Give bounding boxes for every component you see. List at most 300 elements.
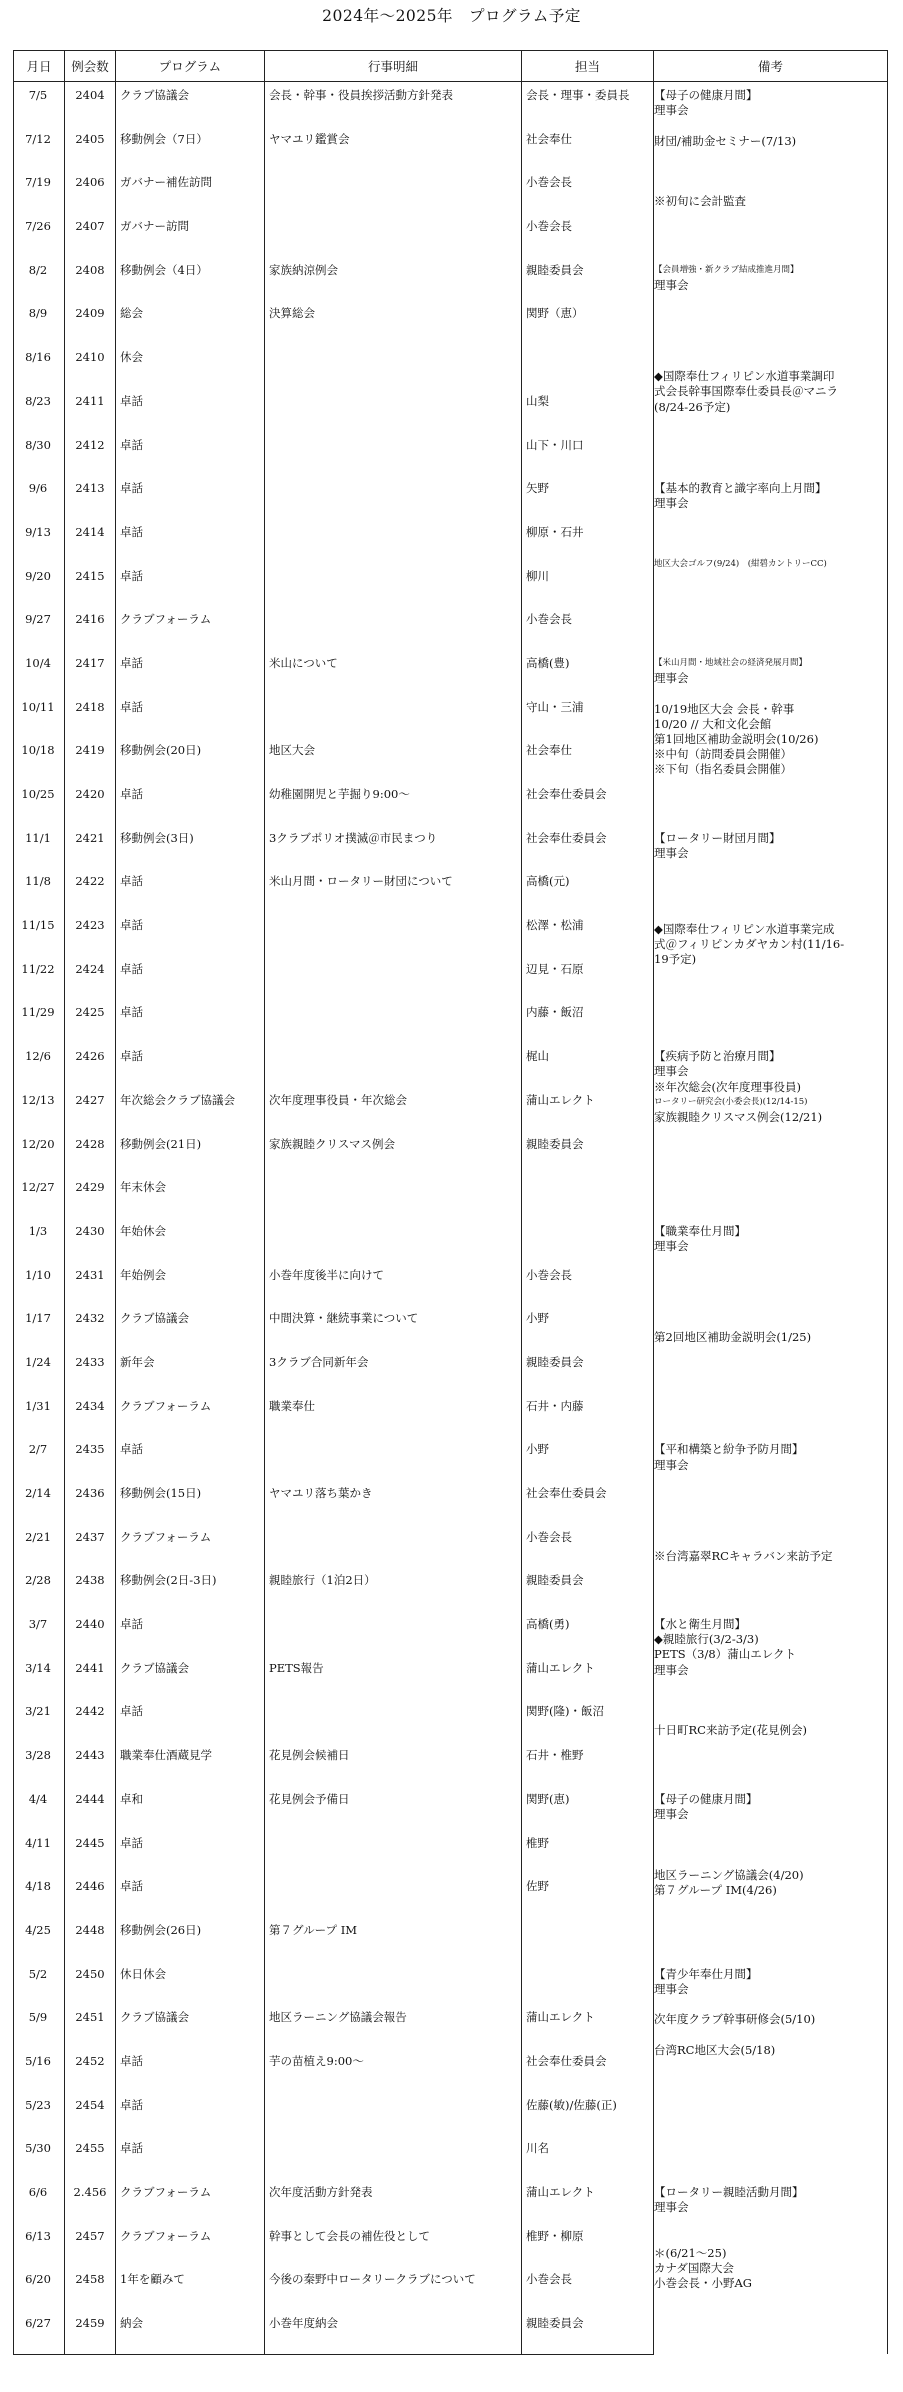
event-cell xyxy=(265,1698,521,1742)
note-line: 次年度クラブ幹事研修会(5/10) xyxy=(654,2012,816,2027)
table-row xyxy=(14,2179,888,2223)
person-in-charge-cell: 石井・椎野 xyxy=(526,1748,584,1763)
meeting-number-cell: 2454 xyxy=(75,2097,105,2112)
person-in-charge-cell: 小巻会長 xyxy=(526,612,572,627)
table-row xyxy=(14,650,888,694)
person-in-charge-cell: 小巻会長 xyxy=(526,2272,572,2287)
note-line: 【水と衛生月間】 xyxy=(654,1617,746,1632)
note-line: ※中旬（訪問委員会開催） xyxy=(654,747,792,762)
program-cell: 総会 xyxy=(120,306,143,321)
person-in-charge-cell: 小巻会長 xyxy=(526,1267,572,1282)
program-cell: 移動例会（4日） xyxy=(120,262,208,277)
person-in-charge-cell: 関野（恵） xyxy=(526,306,584,321)
notes-cell xyxy=(654,1043,888,1218)
event-cell xyxy=(265,1611,521,1655)
date-cell: 1/17 xyxy=(25,1311,51,1326)
meeting-number-cell: 2410 xyxy=(75,350,105,365)
meeting-number-cell: 2412 xyxy=(75,437,105,452)
date-cell: 7/12 xyxy=(25,131,51,146)
program-cell: 卓話 xyxy=(120,1704,143,1719)
program-cell: 休日休会 xyxy=(120,1966,166,1981)
person-in-charge-cell: 親睦委員会 xyxy=(526,262,584,277)
program-cell: 卓話 xyxy=(120,1442,143,1457)
program-cell: 卓話 xyxy=(120,655,143,670)
note-line: 【ロータリー親睦活動月間】 xyxy=(654,2185,804,2199)
event-cell: 米山月間・ロータリー財団について xyxy=(269,874,453,889)
person-in-charge-cell: 石井・内藤 xyxy=(526,1398,584,1413)
program-cell: 年始例会 xyxy=(120,1267,166,1282)
note-line: PETS（3/8）蒲山エレクト xyxy=(654,1647,796,1662)
person-in-charge-cell: 蒲山エレクト xyxy=(526,1660,595,1675)
program-cell: ガバナー補佐訪問 xyxy=(120,175,212,190)
date-cell: 2/14 xyxy=(25,1486,51,1500)
event-cell: 花見例会候補日 xyxy=(269,1748,350,1763)
event-cell: ヤマユリ落ち葉かき xyxy=(269,1486,373,1500)
program-cell: クラブフォーラム xyxy=(120,1529,212,1544)
note-line xyxy=(654,293,887,308)
meeting-number-cell: 2438 xyxy=(75,1573,105,1588)
note-line xyxy=(654,907,887,922)
notes-cell xyxy=(654,1436,888,1611)
note-line: 十日町RC来訪予定(花見例会) xyxy=(654,1723,807,1738)
note-line: 10/19地区大会 会長・幹事 xyxy=(654,701,795,716)
note-line: ロータリー研究会(小委会長)(12/14-15) xyxy=(654,1096,808,1107)
event-cell: 親睦旅行（1泊2日） xyxy=(269,1573,376,1588)
meeting-number-cell: 2444 xyxy=(75,1791,105,1806)
date-cell: 1/31 xyxy=(25,1398,51,1413)
meeting-number-cell: 2437 xyxy=(75,1529,105,1544)
note-line: 【青少年奉仕月間】 xyxy=(654,1966,758,1981)
event-cell xyxy=(265,1830,521,1874)
note-line: 理事会 xyxy=(654,496,689,511)
note-line: 第2回地区補助金説明会(1/25) xyxy=(654,1330,812,1345)
table-row xyxy=(14,475,888,519)
person-in-charge-cell: 川名 xyxy=(526,2141,549,2156)
person-in-charge-cell: 柳原・石井 xyxy=(526,524,584,539)
meeting-number-cell: 2427 xyxy=(75,1092,105,1107)
event-cell: 会長・幹事・役員挨拶活動方針発表 xyxy=(269,88,453,102)
notes-cell xyxy=(654,2179,888,2354)
note-line: 理事会 xyxy=(654,2200,689,2215)
person-in-charge-cell: 高橋(勇) xyxy=(526,1617,570,1632)
note-line xyxy=(654,1269,887,1284)
date-cell: 6/27 xyxy=(25,2316,51,2331)
table-row xyxy=(14,1786,888,1830)
note-line xyxy=(654,324,887,339)
event-cell xyxy=(265,1961,521,2005)
schedule-table xyxy=(13,50,888,2355)
note-line: 【母子の健康月間】 xyxy=(654,1791,758,1806)
program-cell: 卓話 xyxy=(120,874,143,889)
person-in-charge-cell: 小野 xyxy=(526,1311,549,1326)
program-cell: 卓話 xyxy=(120,2097,143,2112)
date-cell: 10/18 xyxy=(21,743,55,758)
date-cell: 9/6 xyxy=(28,481,48,496)
person-in-charge-cell: 内藤・飯沼 xyxy=(526,1005,584,1020)
event-cell xyxy=(265,2092,521,2136)
date-cell: 2/7 xyxy=(28,1442,48,1457)
program-cell: クラブ協議会 xyxy=(120,88,189,102)
meeting-number-cell: 2436 xyxy=(75,1486,105,1500)
notes-cell xyxy=(654,1611,888,1786)
meeting-number-cell: 2414 xyxy=(75,524,105,539)
date-cell: 8/16 xyxy=(25,350,51,365)
program-cell: 卓話 xyxy=(120,437,143,452)
table-row xyxy=(14,825,888,869)
table-row xyxy=(14,1611,888,1655)
event-cell xyxy=(265,344,521,388)
event-cell xyxy=(265,519,521,563)
note-line xyxy=(654,1473,887,1488)
person-in-charge-cell: 親睦委員会 xyxy=(526,1573,584,1588)
meeting-number-cell: 2419 xyxy=(75,743,105,758)
program-cell: 移動例会(20日) xyxy=(120,743,202,758)
date-cell: 11/29 xyxy=(21,1005,55,1020)
note-line: 式会長幹事国際奉仕委員長＠マニラ xyxy=(654,384,838,399)
event-cell xyxy=(265,213,521,257)
event-cell: 職業奉仕 xyxy=(269,1398,315,1413)
meeting-number-cell: 2418 xyxy=(75,699,105,714)
meeting-number-cell: 2440 xyxy=(75,1617,105,1632)
program-cell: 移動例会(26日) xyxy=(120,1922,202,1937)
note-line: 理事会 xyxy=(654,1807,689,1822)
note-line: 第1回地区補助金説明会(10/26) xyxy=(654,731,819,746)
note-line: カナダ国際大会 xyxy=(654,2261,734,2276)
program-cell: 1年を顧みて xyxy=(120,2272,185,2287)
table-row xyxy=(14,1218,888,1262)
header-row xyxy=(14,51,888,82)
note-line: 【平和構築と紛争予防月間】 xyxy=(654,1442,804,1457)
meeting-number-cell: 2416 xyxy=(75,612,105,627)
person-in-charge-cell: 小野 xyxy=(526,1442,549,1457)
event-cell xyxy=(265,1524,521,1568)
date-cell: 5/2 xyxy=(28,1966,48,1981)
note-line xyxy=(654,339,887,354)
note-line xyxy=(654,1254,887,1269)
program-cell: 卓話 xyxy=(120,568,143,583)
note-line: 第７グループ IM(4/26) xyxy=(654,1883,777,1898)
program-cell: 年次総会クラブ協議会 xyxy=(120,1092,235,1107)
meeting-number-cell: 2404 xyxy=(75,88,105,102)
person-in-charge-cell xyxy=(522,1218,653,1262)
date-cell: 5/9 xyxy=(28,2010,48,2025)
event-cell: 小巻年度後半に向けて xyxy=(269,1267,384,1282)
note-line: 【疾病予防と治療月間】 xyxy=(654,1049,781,1064)
person-in-charge-cell: 蒲山エレクト xyxy=(526,1092,595,1107)
notes-cell xyxy=(654,1218,888,1436)
schedule-body xyxy=(14,82,888,2355)
meeting-number-cell: 2420 xyxy=(75,787,105,801)
person-in-charge-cell: 社会奉仕委員会 xyxy=(526,2053,607,2068)
event-cell xyxy=(265,606,521,650)
event-cell: 中間決算・継続事業について xyxy=(269,1311,419,1326)
note-line: ※初旬に会計監査 xyxy=(654,194,746,209)
person-in-charge-cell: 高橋(豊) xyxy=(526,655,570,670)
meeting-number-cell: 2435 xyxy=(75,1442,105,1457)
program-cell: クラブ協議会 xyxy=(120,1311,189,1326)
notes-cell xyxy=(654,1786,888,1961)
note-line xyxy=(654,1285,887,1300)
meeting-number-cell: 2443 xyxy=(75,1748,105,1763)
note-line: 地区大会ゴルフ(9/24) (紺碧カントリーCC) xyxy=(654,559,827,570)
date-cell: 4/25 xyxy=(25,1922,51,1937)
note-line: 【会員増強・新クラブ結成推進月間】 xyxy=(654,264,799,275)
meeting-number-cell: 2455 xyxy=(75,2141,105,2156)
meeting-number-cell: 2452 xyxy=(75,2053,105,2068)
note-line: 理事会 xyxy=(654,1981,689,1996)
meeting-number-cell: 2458 xyxy=(75,2272,105,2287)
meeting-number-cell: 2424 xyxy=(75,961,105,976)
date-cell: 7/5 xyxy=(28,88,48,102)
note-line xyxy=(654,179,887,194)
note-line: 理事会 xyxy=(654,1457,689,1472)
program-cell: 卓話 xyxy=(120,481,143,496)
event-cell xyxy=(265,475,521,519)
date-cell: 11/1 xyxy=(25,830,51,845)
note-line: 理事会 xyxy=(654,1239,689,1254)
note-line: (8/24-26予定) xyxy=(654,399,731,414)
date-cell: 9/27 xyxy=(25,612,51,627)
program-cell: クラブ協議会 xyxy=(120,2010,189,2025)
note-line: 家族親睦クリスマス例会(12/21) xyxy=(654,1109,823,1124)
note-line xyxy=(654,892,887,907)
meeting-number-cell: 2428 xyxy=(75,1136,105,1151)
program-cell: 移動例会（7日） xyxy=(120,131,208,146)
note-line xyxy=(654,354,887,369)
program-cell: 卓話 xyxy=(120,393,143,408)
note-line xyxy=(654,1315,887,1330)
date-cell: 3/21 xyxy=(25,1704,51,1719)
meeting-number-cell: 2413 xyxy=(75,481,105,496)
meeting-number-cell: 2429 xyxy=(75,1180,105,1195)
program-cell: 移動例会(2日-3日) xyxy=(120,1573,217,1588)
person-in-charge-cell: 社会奉仕 xyxy=(526,131,572,146)
header-meeting-number: 例会数 xyxy=(65,51,116,82)
program-cell: クラブフォーラム xyxy=(120,612,212,627)
event-cell: 家族親睦クリスマス例会 xyxy=(269,1136,396,1151)
date-cell: 4/11 xyxy=(25,1835,51,1850)
meeting-number-cell: 2.456 xyxy=(73,2185,107,2199)
event-cell xyxy=(265,1218,521,1262)
program-cell: ガバナー訪問 xyxy=(120,219,189,234)
note-line: ※年次総会(次年度理事役員) xyxy=(654,1079,801,1094)
person-in-charge-cell: 柳川 xyxy=(526,568,549,583)
note-line: 10/20 // 大和文化会館 xyxy=(654,716,772,731)
notes-cell xyxy=(654,1961,888,2179)
event-cell: 次年度理事役員・年次総会 xyxy=(269,1092,407,1107)
person-in-charge-cell: 山下・川口 xyxy=(526,437,584,452)
header-program: プログラム xyxy=(116,51,265,82)
event-cell: 地区ラーニング協議会報告 xyxy=(269,2010,407,2025)
program-cell: クラブフォーラム xyxy=(120,2185,212,2199)
program-cell: クラブフォーラム xyxy=(120,2228,212,2243)
meeting-number-cell: 2441 xyxy=(75,1660,105,1675)
note-line xyxy=(654,686,887,701)
event-cell: 決算総会 xyxy=(269,306,315,321)
note-line: 【ロータリー財団月間】 xyxy=(654,830,781,845)
program-cell: 卓話 xyxy=(120,787,143,801)
program-cell: 新年会 xyxy=(120,1354,155,1369)
program-cell: 年始休会 xyxy=(120,1223,166,1238)
event-cell xyxy=(265,2135,521,2179)
event-cell: 家族納涼例会 xyxy=(269,262,338,277)
meeting-number-cell: 2457 xyxy=(75,2228,105,2243)
note-line: 小巻会長・小野AG xyxy=(654,2276,752,2291)
program-cell: 卓話 xyxy=(120,2053,143,2068)
program-cell: 卓話 xyxy=(120,524,143,539)
person-in-charge-cell: 親睦委員会 xyxy=(526,1354,584,1369)
program-cell: 卓話 xyxy=(120,1005,143,1020)
program-cell: クラブ協議会 xyxy=(120,1660,189,1675)
meeting-number-cell: 2415 xyxy=(75,568,105,583)
program-cell: 移動例会(21日) xyxy=(120,1136,202,1151)
note-line: 理事会 xyxy=(654,1064,689,1079)
event-cell: 次年度活動方針発表 xyxy=(269,2185,373,2199)
event-cell: 3クラブ合同新年会 xyxy=(269,1354,369,1369)
header-date: 月日 xyxy=(14,51,65,82)
note-line: 台湾RC地区大会(5/18) xyxy=(654,2042,776,2057)
note-line xyxy=(654,2231,887,2246)
program-cell: 卓話 xyxy=(120,1617,143,1632)
note-line: 【職業奉仕月間】 xyxy=(654,1223,746,1238)
program-cell: 年末休会 xyxy=(120,1180,166,1195)
event-cell xyxy=(265,1873,521,1917)
date-cell: 9/13 xyxy=(25,524,51,539)
date-cell: 10/25 xyxy=(21,787,55,801)
date-cell: 6/13 xyxy=(25,2228,51,2243)
program-cell: 休会 xyxy=(120,350,143,365)
note-line: ※台湾嘉翠RCキャラバン来訪予定 xyxy=(654,1548,833,1563)
note-line xyxy=(654,542,887,557)
meeting-number-cell: 2431 xyxy=(75,1267,105,1282)
event-cell: 幹事として会長の補佐役として xyxy=(269,2228,430,2243)
date-cell: 3/14 xyxy=(25,1660,51,1675)
date-cell: 7/26 xyxy=(25,219,51,234)
date-cell: 8/9 xyxy=(28,306,48,321)
program-cell: 卓和 xyxy=(120,1791,143,1806)
program-cell: クラブフォーラム xyxy=(120,1398,212,1413)
event-cell xyxy=(265,912,521,956)
date-cell: 1/3 xyxy=(28,1223,48,1238)
note-line xyxy=(654,308,887,323)
meeting-number-cell: 2421 xyxy=(75,830,105,845)
notes-cell xyxy=(654,825,888,1043)
table-row xyxy=(14,1961,888,2005)
note-line xyxy=(654,164,887,179)
date-cell: 5/30 xyxy=(25,2141,51,2156)
date-cell: 12/20 xyxy=(21,1136,55,1151)
note-line: 19予定) xyxy=(654,952,697,967)
meeting-number-cell: 2450 xyxy=(75,1966,105,1981)
date-cell: 5/23 xyxy=(25,2097,51,2112)
person-in-charge-cell: 小巻会長 xyxy=(526,175,572,190)
person-in-charge-cell: 小巻会長 xyxy=(526,1529,572,1544)
note-line: 【母子の健康月間】 xyxy=(654,88,758,102)
date-cell: 3/7 xyxy=(28,1617,48,1632)
page-title: 2024年～2025年 プログラム予定 xyxy=(322,7,581,25)
note-line: 式＠フィリピンカダヤカン村(11/16- xyxy=(654,937,845,952)
note-line: ◆親睦旅行(3/2-3/3) xyxy=(654,1632,759,1647)
person-in-charge-cell: 蒲山エレクト xyxy=(526,2185,595,2199)
person-in-charge-cell: 辺見・石原 xyxy=(526,961,584,976)
meeting-number-cell: 2425 xyxy=(75,1005,105,1020)
note-line: 【米山月間・地域社会の経済発展月間】 xyxy=(654,657,808,668)
note-line xyxy=(654,876,887,891)
event-cell xyxy=(265,388,521,432)
note-line: 財団/補助金セミナー(7/13) xyxy=(654,133,797,148)
program-cell: 納会 xyxy=(120,2316,143,2331)
notes-cell xyxy=(654,650,888,825)
person-in-charge-cell: 関野(隆)・飯沼 xyxy=(526,1704,604,1719)
program-cell: 卓話 xyxy=(120,918,143,933)
table-row xyxy=(14,1436,888,1480)
meeting-number-cell: 2451 xyxy=(75,2010,105,2025)
program-cell: 職業奉仕酒蔵見学 xyxy=(120,1748,212,1763)
event-cell xyxy=(265,563,521,607)
date-cell: 8/2 xyxy=(28,262,48,277)
note-line xyxy=(654,512,887,527)
note-line: ◆国際奉仕フィリピン水道事業調印 xyxy=(654,369,835,384)
event-cell xyxy=(265,999,521,1043)
date-cell: 12/27 xyxy=(21,1180,55,1195)
person-in-charge-cell: 梶山 xyxy=(526,1049,549,1064)
meeting-number-cell: 2434 xyxy=(75,1398,105,1413)
event-cell: 小巻年度納会 xyxy=(269,2316,338,2331)
meeting-number-cell: 2430 xyxy=(75,1223,105,1238)
program-cell: 卓話 xyxy=(120,699,143,714)
meeting-number-cell: 2423 xyxy=(75,918,105,933)
event-cell: 3クラブポリオ撲滅＠市民まつり xyxy=(269,830,438,845)
person-in-charge-cell: 親睦委員会 xyxy=(526,2316,584,2331)
event-cell: 今後の秦野中ロータリークラブについて xyxy=(269,2272,476,2287)
note-line: 地区ラーニング協議会(4/20) xyxy=(654,1867,804,1882)
note-line: 理事会 xyxy=(654,1662,689,1677)
event-cell: PETS報告 xyxy=(269,1660,324,1675)
notes-cell xyxy=(654,475,888,650)
date-cell: 2/28 xyxy=(25,1573,51,1588)
person-in-charge-cell: 社会奉仕委員会 xyxy=(526,830,607,845)
note-line xyxy=(654,118,887,133)
person-in-charge-cell: 矢野 xyxy=(526,481,549,496)
event-cell xyxy=(265,432,521,476)
event-cell: 米山について xyxy=(269,655,338,670)
date-cell: 10/11 xyxy=(21,699,55,714)
person-in-charge-cell: 高橋(元) xyxy=(526,874,570,889)
meeting-number-cell: 2426 xyxy=(75,1049,105,1064)
person-in-charge-cell xyxy=(522,344,653,388)
meeting-number-cell: 2433 xyxy=(75,1354,105,1369)
meeting-number-cell: 2445 xyxy=(75,1835,105,1850)
note-line xyxy=(654,1837,887,1852)
note-line: 理事会 xyxy=(654,103,689,118)
event-cell: 幼稚園開児と芋掘り9:00～ xyxy=(269,787,410,801)
meeting-number-cell: 2407 xyxy=(75,219,105,234)
program-cell: 卓話 xyxy=(120,1879,143,1894)
note-line: ◆国際奉仕フィリピン水道事業完成 xyxy=(654,921,835,936)
note-line xyxy=(654,1678,887,1693)
date-cell: 9/20 xyxy=(25,568,51,583)
event-cell: 芋の苗植え9:00～ xyxy=(269,2053,364,2068)
note-line xyxy=(654,1300,887,1315)
date-cell: 11/8 xyxy=(25,874,51,889)
meeting-number-cell: 2422 xyxy=(75,874,105,889)
meeting-number-cell: 2446 xyxy=(75,1879,105,1894)
person-in-charge-cell: 椎野 xyxy=(526,1835,549,1850)
meeting-number-cell: 2409 xyxy=(75,306,105,321)
note-line: 理事会 xyxy=(654,277,689,292)
event-cell xyxy=(265,1043,521,1087)
date-cell: 5/16 xyxy=(25,2053,51,2068)
